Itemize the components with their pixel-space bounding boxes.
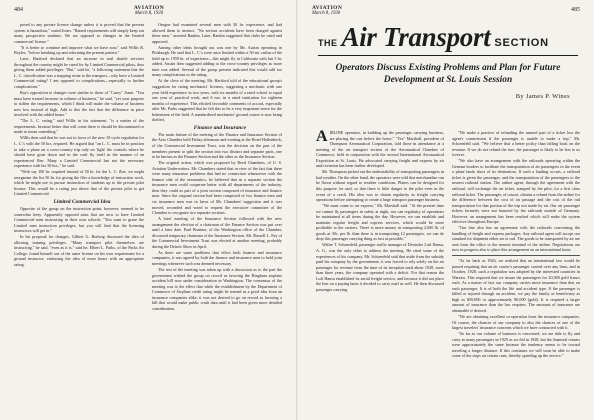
paragraph: "We also have an arrangement with the railroads operating within the German borders to facilitate the transportation of air passengers in the event a plane lands short of its destination. If such a landing occurs, a railroad ticket is given the passenger, and the transportation of the passengers to the nearest railroad station. The airline agent, through the agreement with the railroad, will exchange the air ticket, stamped by the pilot, for a first class railroad ticket. The passenger, of course, obtains a refund from the airline for the difference between the cost of air passage and the cost of the rail transportation for that portion of the trip not made by air. Our air passenger tickets formerly were not honored by the railroads outside of Germany. However, an arrangement has been reached which will make the system effective throughout Europe. [452, 158, 580, 225]
title-the: THE [318, 38, 338, 48]
left-column-1 [14, 22, 144, 268]
masthead-title: AVIATION [133, 5, 165, 11]
subheading: Finance and Insurance [193, 124, 247, 131]
paragraph: The main feature of the meeting of the Finance and Insurance Section of the Aero Chamber held Friday afternoon and evening at the Hotel Hollenbeck, of the Commercial Investment Trust, was the decision on the part of the members present to split the section into two distinct and separate parts, one to be known as the Finance Section and the other as the Insurance Section. [152, 131, 282, 160]
lead-text: IRLINE operators, in building up the passenger carrying business, are placing the cart before the horse," "Tex" Marshall, president of Thompson Aeronautical Corporation, told those in attendance at a meeting of the air transport section of the Aeronautical Chamber of Commerce, held in conjunction with the second International Aeronautical Exposition at St. Louis. He advocated carrying freight and express by air until aviation has been further developed. [316, 130, 444, 169]
masthead [114, 5, 184, 17]
paragraph: posed to any private license change unless it is proved that the present system is hazardous," stated Jones. "Raised requirements will simply keep out many prospective students. We are opposed to changes in the limited commercial license." [14, 22, 144, 44]
paragraph: Opposite of the group on the instruction point, however, seemed to be somewhat leery. Apparently opposed aims that are now to have Limited Commercial men instructing in their own schools. "You want to graze the Limited men instruction privileges, but you will find that the licensing instructors will get in." [14, 206, 144, 234]
right-column-2 [452, 130, 580, 359]
masthead-date: March 8, 1930 [134, 11, 164, 17]
paragraph: "We make a practice of refunding the unused part of a ticket less the agent's commission if the passenger is unable to make a trip," Mr. Schoenfeld said. "We believe that a better policy than falling back on the revenue. If we do not refund the fare, the passenger is likely to be lost to us forever. [452, 130, 580, 158]
byline: By James P. Wines [515, 93, 570, 101]
article-deck: Operators Discuss Existing Problems and Plan for Future Development at St. Louis Session [335, 63, 561, 85]
drop-cap: A [316, 128, 328, 145]
paragraph: Ray's opposition to changes were similar to those of "Casey" Jones. "You must have treated increase in volume of business," he said, "yet your purpose to stiffen the requirements, which I think will make the volume of business now low instead of high. Add to this the fact that the difference in price involved with the added hours." [14, 90, 144, 118]
paragraph: The rest of the meeting was taken up with a discussion as to the part the government wished the group on record as favoring the Bingham airplane accident bill now under consideration in Washington. The consensus of the meeting was to the effect that while the establishment by the Department of Commerce of Airplane credit rating might be termed as a good idea from an insurance companies alike, it was not desired to go on record as favoring a bill that would make public crash data until it had been given more detailed consideration. [152, 267, 282, 311]
left-page [0, 0, 296, 420]
paragraph: The original action, which was proposed by Reed Chambers, of U. S. Aviation Underwriters. Mr. Chambers stated that in view of the fact that there were many insurance problems that had no connection whatsoever with the finance side of the aeronautics, he believed that as a separate section the insurance men could cooperate better with all departments of the industry, then they could as part of a joint section composed of insurance and finance men. Since the original section had been composed of two finance men and six insurance men was in favor of Mr. Chambers' suggestion and it was moved, seconded and voted to request the executive committee of the Chamber to recognize two separate sections. [152, 160, 282, 216]
title-main: Air Transport [341, 22, 491, 52]
paragraph: Mr. Thompson picked out the undesirability of transporting passengers in bad weather. On the other hand, the operators were told that merchandise can be flown without regard to weather conditions. Planes can be designed for this purpose, he said, so that there is little danger to the pilot even in the event of a crash. His idea was to obtain regularity in freight carrying operations before attempting to create a large transport passenger business. [316, 169, 444, 203]
right-page-header [312, 5, 580, 21]
section-title-block [318, 24, 578, 100]
paragraph: Among other ideas brought out was one by Mr. Austin operating in Pittsburgh. He said that L. C.'s were once limited within a 50 mi. radius of the field up to 1959 hr. of experience—this might fly in California with but 5 hr. added. Austin then suggested adding to the cross-country privileges as more time was added. Several of the group present indicated this would add too many complications to the rating. [152, 44, 282, 78]
masthead [312, 5, 382, 17]
paragraph: Willis then said that he was not in favor of the new 10-cycle regulation for L. C.'s with the 50 hrs. required. He argued that "an L. C. must be in position to take a plane on a cross-country trip only on 'fight' the controls where he should have gone down and in the craft fly itself in the manner of an experienced flier. Many a Limited Commercial has not the necessary experience with his 50 hrs.," he said. [14, 135, 144, 169]
paragraph: "It is better to continue and improve what we have now," said Willis R. Boyles, "before breaking up and reforming the present pattern." [14, 44, 144, 56]
paragraph: In his proposal for changes, Gilbert G. Budwig discussed the idea of allowing training privileges. "Many transport pilot themselves are instructing," he said, "even as it is," said he. Elbert L. Parks, of the Parks Air College, found himself out of the same license on his own requirement for a ground instructor, endorsing the idea of more hours with an appropriate rating. [14, 234, 144, 267]
masthead-date: March 8, 1930 [312, 11, 341, 17]
paragraph: "As far back as 1926, we realized that an international law would be passed requiring that an air carrier's passenger carried over any lines, and in October, 1928, such a regulation was adopted by the interested countries in Warsaw. This required that we insure the passengers for 20,000 gold francs each. As a matter of fact our company carries more insurance than that on each passenger. It is of both the life and accident type. If the passenger is killed or injured through an accident, we pay the family or beneficiary as high as $50,000 or approximately 80,000 (gold). It is required a larger amount of insurance than the law requires. The amounts of insurance are obtainable if desired. [452, 258, 580, 313]
paragraph: At the close of the meeting, Mr. Hartford told of the educational group's suggestion for rating mechanics' licenses, suggesting a mechanic with one year field experience in two years, with six months of a rated school to equal one year of practical work, and 6 mo. in a rated institution for eighteen months of experience. This elicited favorable comments of accord, especially after Mr. Parks suggested that he felt this to be a very important move for the betterment of the field. A standardized mechanics' ground course is now being drafted. [152, 78, 282, 123]
page-number: 484 [14, 7, 23, 13]
paragraph: "With say 100 hr. required instead of 50 hr. for the L. C. flier, we might reorganize the list 50 hr. for giving the flier a knowledge of instruction work, which he might use to pursue instruction of students up to the private pilot license. This would be a rating just above that of the private pilot to get Limited Commercial. [14, 169, 144, 197]
paragraph: "The L. C. rating," said Willis in his statement, "is a matter of the requirements, because better that will come there is should be discontinued or made to mean something." [14, 118, 144, 135]
masthead-title: AVIATION [312, 5, 343, 11]
column-separator [452, 255, 580, 359]
left-column-2 [152, 22, 282, 312]
paragraph: A brief meeting of the Insurance Section followed with the new arrangement the election of a chairman of the Finance Section was put over until a later date. Paul Brattner, of the Washington office of the Chamber, discussed temporary chairman of the Insurance Section. Mr. Russell L. Fay of the Commercial Investment Trust was elected at another meeting, probably during the Detroit Show in April. [152, 216, 282, 249]
title-rule [318, 55, 578, 56]
paragraph: Walter T. Schoenfeld, passenger traffic manager of Deutsche Luft Hansa, A. G., was the only other to address the meeting. He cited some of the experiences of his company. Mr. Schoenfeld said that aside from the subsidy paid his company by the government, it was forced to rely solely on the air passenger for revenue from the time of its inception until about 1928, more than three years, the company operated with a deficit. For that reason the Luft Hansa established its aerial freight service, and because it did not place the line on a paying basis it decided to carry mail as well. He then discussed passenger carrying. [316, 242, 444, 292]
paragraph: "Our line also has an agreement with the railroads concerning the handling of freight and express packages. Any railroad agent will accept our standard for shipment either air or rail. The goods to be transported by air are sent from the office to the nearest terminal of the airline. Negotiations are now in progress also to place this arrangement on an international basis. [452, 225, 580, 253]
paragraph: Oregon had examined several men with 50 hr. experience, and had allowed them to instruct. "No serious accidents have been charged against these men," asserted Rankin. Later, Rankin suggested that clubs be rated and approved. [152, 22, 282, 44]
right-page [298, 0, 594, 420]
paragraph: "We must come to air express," Mr. Marshall said. "At the present time we cannot fly passengers in safety at night, nor can regularity of operations be maintained at all times during the day. However, we can establish and maintain regular freight and express services, which would be more profitable to the carriers. There is more money in transporting 2,000 lb. of goods at 30c. per lb. than there is in transporting 12 passengers, we can do drop this passenger carrying thing as fast as possible." [316, 203, 444, 242]
page-number: 485 [571, 7, 580, 13]
lead-paragraph [316, 130, 444, 169]
paragraph: "We are obtaining excellent co-operation from the insurance companies. Of course, the chances of our company to also the chances of one of the largest travelers' insurance concerns which we have contracted with it. [452, 314, 580, 331]
section-title [318, 24, 578, 51]
subheading: Limited Commercial Idea [53, 198, 111, 205]
paragraph: Later, Hartford declared that an increase in trail shuttle services throughout the country might be cared for by Limited Commercial pilots, thus giving them added privileges. "But," said he, "a following statement that the L. C. classification was a stepping stone to the transport—why have a Limited Commercial rating? I am opposed to complications—especially to further complications." [14, 56, 144, 90]
left-page-header [14, 5, 282, 21]
title-section: SECTION [494, 37, 549, 49]
paragraph: "So far as our volume of business is concerned, we are able to fly and carry as many passengers in 1929 as we did in 1928, but the financial returns were approximately the same because the tendency seems to be toward traveling a longer distance. If this continues we will soon be able to make some of the stops on certain runs, thereby speeding up the service." [452, 331, 580, 359]
paragraph: As there are some problems that effect both finance and insurance companies, it was agreed by both the finance and insurance men to hold joint meetings whenever such was deemed necessary. [152, 249, 282, 266]
right-column-1 [316, 130, 444, 293]
